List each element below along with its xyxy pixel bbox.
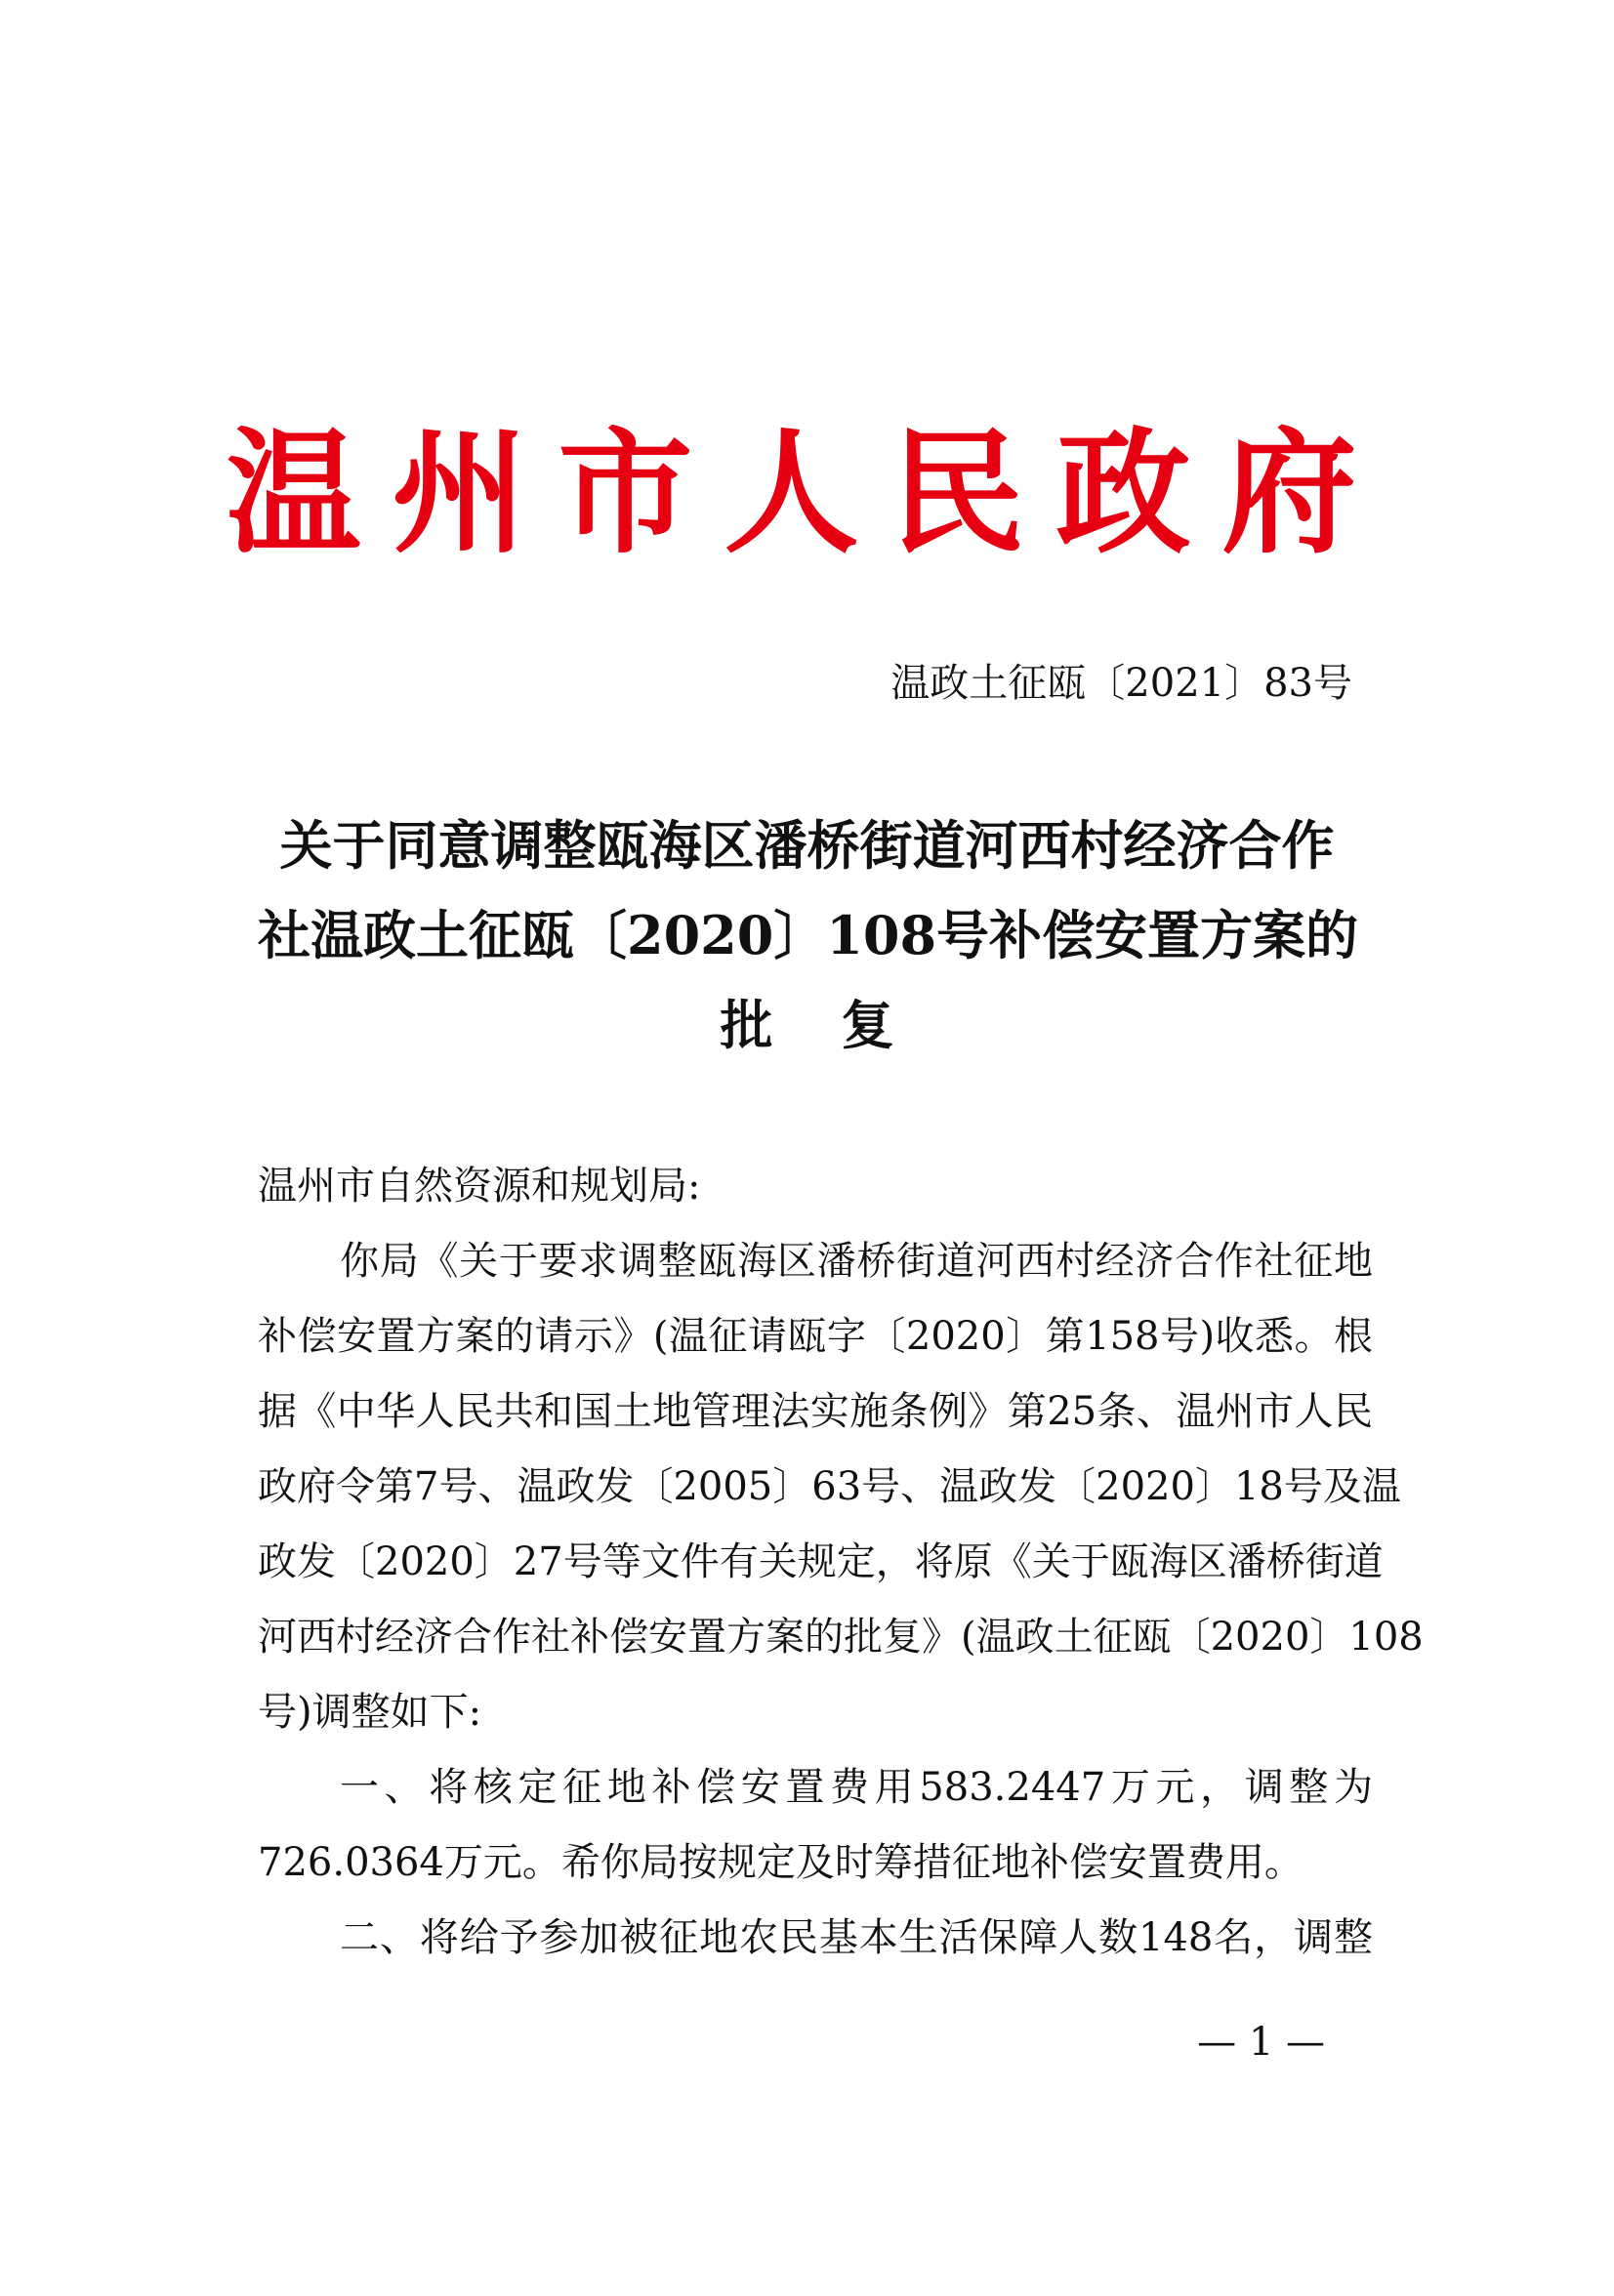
body-line: 据《中华人民共和国土地管理法实施条例》第25条、温州市人民 <box>258 1389 1373 1434</box>
page-number: — 1 — <box>1197 2020 1325 2065</box>
body-line: 二、将给予参加被征地农民基本生活保障人数148名，调整 <box>340 1915 1373 1960</box>
title-line: 关于同意调整瓯海区潘桥街道河西村经济合作 <box>279 814 1335 877</box>
body-line: 政府令第7号、温政发〔2005〕63号、温政发〔2020〕18号及温 <box>258 1464 1401 1509</box>
body-line: 号)调整如下: <box>258 1690 482 1735</box>
body-line: 一、将核定征地补偿安置费用583.2447万元，调整为 <box>340 1765 1373 1810</box>
item-1 <box>258 1750 1373 1901</box>
body-line: 你局《关于要求调整瓯海区潘桥街道河西村经济合作社征地 <box>340 1239 1373 1284</box>
salutation: 温州市自然资源和规划局: <box>258 1164 701 1209</box>
body-line: 补偿安置方案的请示》(温征请瓯字〔2020〕第158号)收悉。根 <box>258 1314 1373 1359</box>
title-line: 批复 <box>720 994 963 1056</box>
item-2 <box>258 1901 1373 1976</box>
body-line: 政发〔2020〕27号等文件有关规定，将原《关于瓯海区潘桥街道 <box>258 1539 1384 1584</box>
document-body <box>258 1149 1424 1976</box>
document-number: 温政土征瓯〔2021〕83号 <box>890 661 1352 706</box>
body-line: 726.0364万元。希你局按规定及时筹措征地补偿安置费用。 <box>258 1840 1304 1885</box>
paragraph-1 <box>258 1224 1424 1750</box>
document-title <box>258 800 1359 1070</box>
masthead: 温州市人民政府 <box>226 413 1388 572</box>
title-line: 社温政土征瓯〔2020〕108号补偿安置方案的 <box>258 904 1359 966</box>
body-line: 河西村经济合作社补偿安置方案的批复》(温政土征瓯〔2020〕108 <box>258 1615 1424 1660</box>
